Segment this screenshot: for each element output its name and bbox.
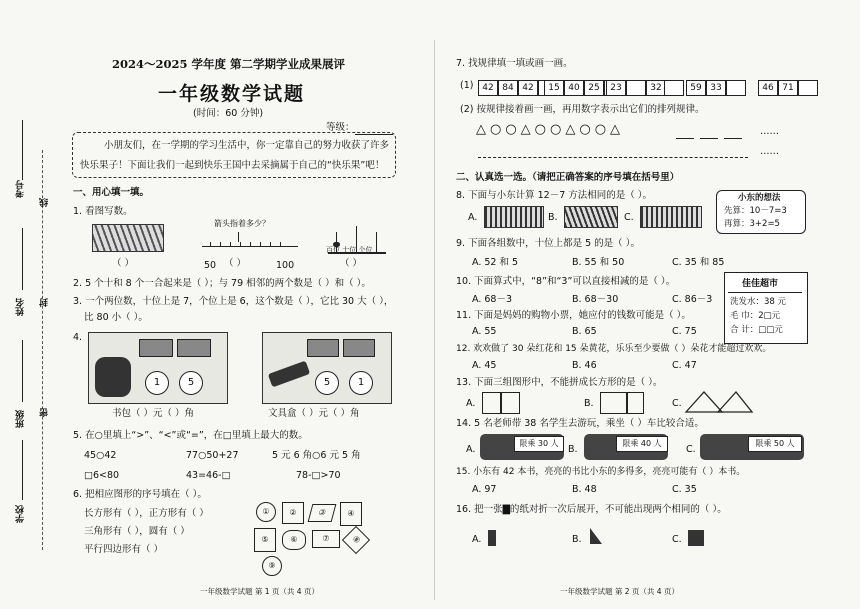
q1-blank-2[interactable]: （ ） [224,258,247,269]
number-line-ticks [210,242,290,247]
q10-option-a[interactable]: A. 68－3 [472,294,513,305]
shape-1: ① [256,502,276,522]
q8-option-c[interactable]: C. [624,212,634,223]
q8-option-a[interactable]: A. [468,212,478,223]
q15-option-b[interactable]: B. 48 [572,484,597,495]
q13-a-shape-2 [500,392,520,414]
q3-text-line-2: 比 80 小（ ）。 [84,312,148,323]
q10-text: 10. 下面算式中，“8”和“3”可以直接相减的是（ ）。 [456,276,676,287]
q7-shape-pattern: △○○△○○△○○△ [476,122,625,137]
q15-option-a[interactable]: A. 97 [472,484,497,495]
q7-1-label: (1) [460,80,474,91]
shape-9: ⑨ [262,556,282,576]
shape-2: ② [282,502,304,524]
seq-cell-blank[interactable] [798,80,818,96]
q12-option-b[interactable]: B. 46 [572,360,597,371]
q9-option-b[interactable]: B. 55 和 50 [572,257,625,268]
q16-option-c[interactable]: C. [672,534,682,545]
q1-arrow-label: 箭头指着多少？ [214,219,270,228]
seq-cell: 84 [498,80,518,96]
section-2-title: 二、认真选一选。（请把正确答案的序号填在括号里） [456,172,680,183]
draw-blank[interactable] [676,138,694,139]
seq-cell: 23 [606,80,626,96]
q11-option-a[interactable]: A. 55 [472,326,497,337]
q8-sticks-c-image [640,206,702,228]
q14-text: 14. 5 名老师带 38 名学生去游玩，乘坐（ ）车比较合适。 [456,418,704,429]
seq-cell: 15 [544,80,564,96]
draw-blank[interactable] [724,138,742,139]
q16-c-shape [688,530,704,546]
q13-b-shape-2 [626,392,644,414]
seq-cell: 59 [686,80,706,96]
q16-text: 16. 把一张▇的纸对折一次后展开，不可能出现两个相同的（ ）。 [456,504,727,515]
stick-bundles-image [92,224,164,252]
page-2-footer: 一年级数学试题 第 2 页（共 4 页） [560,587,679,596]
q5-item-3[interactable]: 5 元 6 角○6 元 5 角 [272,450,361,461]
q8-sticks-b-image [564,206,618,228]
class-field[interactable] [22,340,23,402]
notice-line-2: 快乐果子！下面让我们一起到快乐王国中去采摘属于自己的“快乐果”吧！ [80,160,385,171]
seq-cell: 40 [564,80,584,96]
q12-option-a[interactable]: A. 45 [472,360,497,371]
bus-b-capacity: 限乘 40 人 [616,436,668,452]
draw-blank[interactable] [700,138,718,139]
q13-option-a[interactable]: A. [466,398,476,409]
q6-rectangles[interactable]: 长方形有（ ），正方形有（ ） [84,508,209,519]
q13-a-shape-1 [482,392,502,414]
section-1-title: 一、用心填一填。 [73,187,150,198]
q2-text: 2. 5 个十和 8 个一合起来是（ ）；与 79 相邻的两个数是（ ）和（ ）。 [73,278,371,289]
page-divider [434,40,435,600]
q4-bag-answer[interactable]: 书包（ ）元（ ）角 [112,408,195,419]
q14-option-a[interactable]: A. [466,444,476,455]
xiaodong-idea-step-2: 再算：3+2=5 [724,219,780,229]
q12-text: 12. 欢欢做了 30 朵红花和 15 朵黄花，乐乐至少要做（ ）朵花才能超过欢欢。 [456,344,772,354]
q5-item-4[interactable]: □6<80 [84,470,120,481]
q1-tick-50: 50 [204,260,217,271]
q8-sticks-a-image [484,206,544,228]
q1-blank-3[interactable]: （ ） [340,258,363,269]
q16-option-b[interactable]: B. [572,534,582,545]
page-1-footer: 一年级数学试题 第 1 页（共 4 页） [200,587,319,596]
q5-item-2[interactable]: 77○50+27 [186,450,239,461]
q14-option-c[interactable]: C. [686,444,696,455]
q13-c-triangles [684,390,754,414]
q8-text: 8. 下面与小东计算 12－7 方法相同的是（ ）。 [456,190,653,201]
seq-cell: 71 [778,80,798,96]
q16-option-a[interactable]: A. [472,534,482,545]
q7-ellipsis-1: …… [760,126,779,137]
q5-item-1[interactable]: 45○42 [84,450,117,461]
seq-cell-blank[interactable] [664,80,684,96]
xiaodong-idea-title: 小东的想法 [738,193,781,203]
receipt-divider [728,292,802,293]
q6-parallelograms[interactable]: 平行四边形有（ ） [84,544,164,555]
seal-line-mark: 线 [40,198,50,207]
exam-no-label: 考号 [16,180,26,198]
seal-secret-mark: 密 [40,408,50,417]
q16-b-shape [588,526,604,546]
shape-4: ④ [340,502,362,526]
q7-ellipsis-2: …… [760,146,779,157]
seq-cell: 46 [758,80,778,96]
q13-text: 13. 下面三组图形中，不能拼成长方形的是（ ）。 [456,377,663,388]
seq-cell: 33 [706,80,726,96]
q8-option-b[interactable]: B. [548,212,558,223]
seq-cell: 25 [584,80,604,96]
exam-time: (时间：60 分钟) [193,108,264,119]
abacus-places: 百位 十位 个位 [326,246,373,254]
receipt-line-2: 毛 巾：2□元 [730,311,781,321]
shape-3: ③ [308,504,337,522]
seq-cell: 32 [646,80,666,96]
receipt-line-3: 合 计：□□元 [730,325,783,335]
shape-6: ⑥ [282,530,306,550]
year-title: 2024～2025 学年度 第二学期学业成果展评 [112,57,346,71]
q9-option-c[interactable]: C. 35 和 85 [672,257,725,268]
name-field[interactable] [22,228,23,290]
q9-option-a[interactable]: A. 52 和 5 [472,257,519,268]
q15-option-c[interactable]: C. 35 [672,484,697,495]
seq-cell: 42 [518,80,538,96]
xiaodong-idea-step-1: 先算：10－7=3 [724,206,787,216]
q15-text: 15. 小东有 42 本书，亮亮的书比小东的多得多，亮亮可能有（ ）本书。 [456,467,746,477]
q1-tick-100: 100 [276,260,295,271]
page-title: 一年级数学试题 [158,83,306,105]
q11-option-b[interactable]: B. 65 [572,326,597,337]
q11-option-c[interactable]: C. 75 [672,326,697,337]
seq-cell-blank[interactable] [626,80,646,96]
school-field[interactable] [22,440,23,500]
bus-c-capacity: 限乘 50 人 [748,436,802,452]
q13-option-c[interactable]: C. [672,398,682,409]
shape-8: ⑧ [342,526,370,554]
q5-item-6[interactable]: 78-□>70 [296,470,341,481]
q10-option-b[interactable]: B. 68－30 [572,294,619,305]
grade-label: 等级： [326,122,355,133]
shape-7: ⑦ [312,530,340,548]
q7-text: 7. 找规律填一填或画一画。 [456,58,573,69]
q6-text: 6. 把相应图形的序号填在（ ）。 [73,489,207,500]
q13-option-b[interactable]: B. [584,398,594,409]
q10-option-c[interactable]: C. 86－3 [672,294,713,305]
class-label: 班级 [16,410,26,428]
q16-a-shape [488,530,496,546]
schoolbag-and-money-image: 1 5 [88,332,228,404]
name-label: 姓名 [16,298,26,316]
q1-blank-1[interactable]: （ ） [112,258,135,269]
exam-no-field[interactable] [22,120,23,180]
receipt-line-1: 洗发水：38 元 [730,297,787,307]
q4-pencil-case-answer[interactable]: 文具盒（ ）元（ ）角 [268,408,360,419]
q5-item-5[interactable]: 43=46-□ [186,470,231,481]
seq-cell: 42 [478,80,498,96]
q4-number: 4. [73,332,83,343]
q9-text: 9. 下面各组数中，十位上都是 5 的是（ ）。 [456,238,640,249]
notice-line-1: 小朋友们，在一学期的学习生活中，你一定靠自己的努力收获了许多 [104,140,390,151]
arrow-icon [238,232,239,242]
q6-triangles[interactable]: 三角形有（ ），圆有（ ） [84,526,190,537]
q12-option-c[interactable]: C. 47 [672,360,697,371]
q14-option-b[interactable]: B. [568,444,578,455]
shape-5: ⑤ [254,528,276,552]
q11-text: 11. 下面是妈妈的购物小票，她应付的钱数可能是（ ）。 [456,310,691,321]
q5-text: 5. 在○里填上“>”、“<”或“=”，在□里填上最大的数。 [73,430,308,441]
seal-seal-mark: 封 [40,298,50,307]
pencil-case-and-money-image: 5 1 [262,332,392,404]
q1-text: 1. 看图写数。 [73,206,133,217]
seal-dashed-line [42,150,43,550]
seq-cell-blank[interactable] [726,80,746,96]
bus-a-capacity: 限乘 30 人 [514,436,564,452]
school-label: 学校 [16,505,26,523]
receipt-store-name: 佳佳超市 [742,279,779,289]
q7-2-text: (2) 按规律接着画一画，再用数字表示出它们的排列规律。 [460,104,705,115]
number-pattern-blanks[interactable] [478,157,748,158]
q3-text-line-1: 3. 一个两位数，十位上是 7，个位上是 6，这个数是（ ），它比 30 大（ ）， [73,296,394,307]
q13-b-shape-1 [600,392,628,414]
